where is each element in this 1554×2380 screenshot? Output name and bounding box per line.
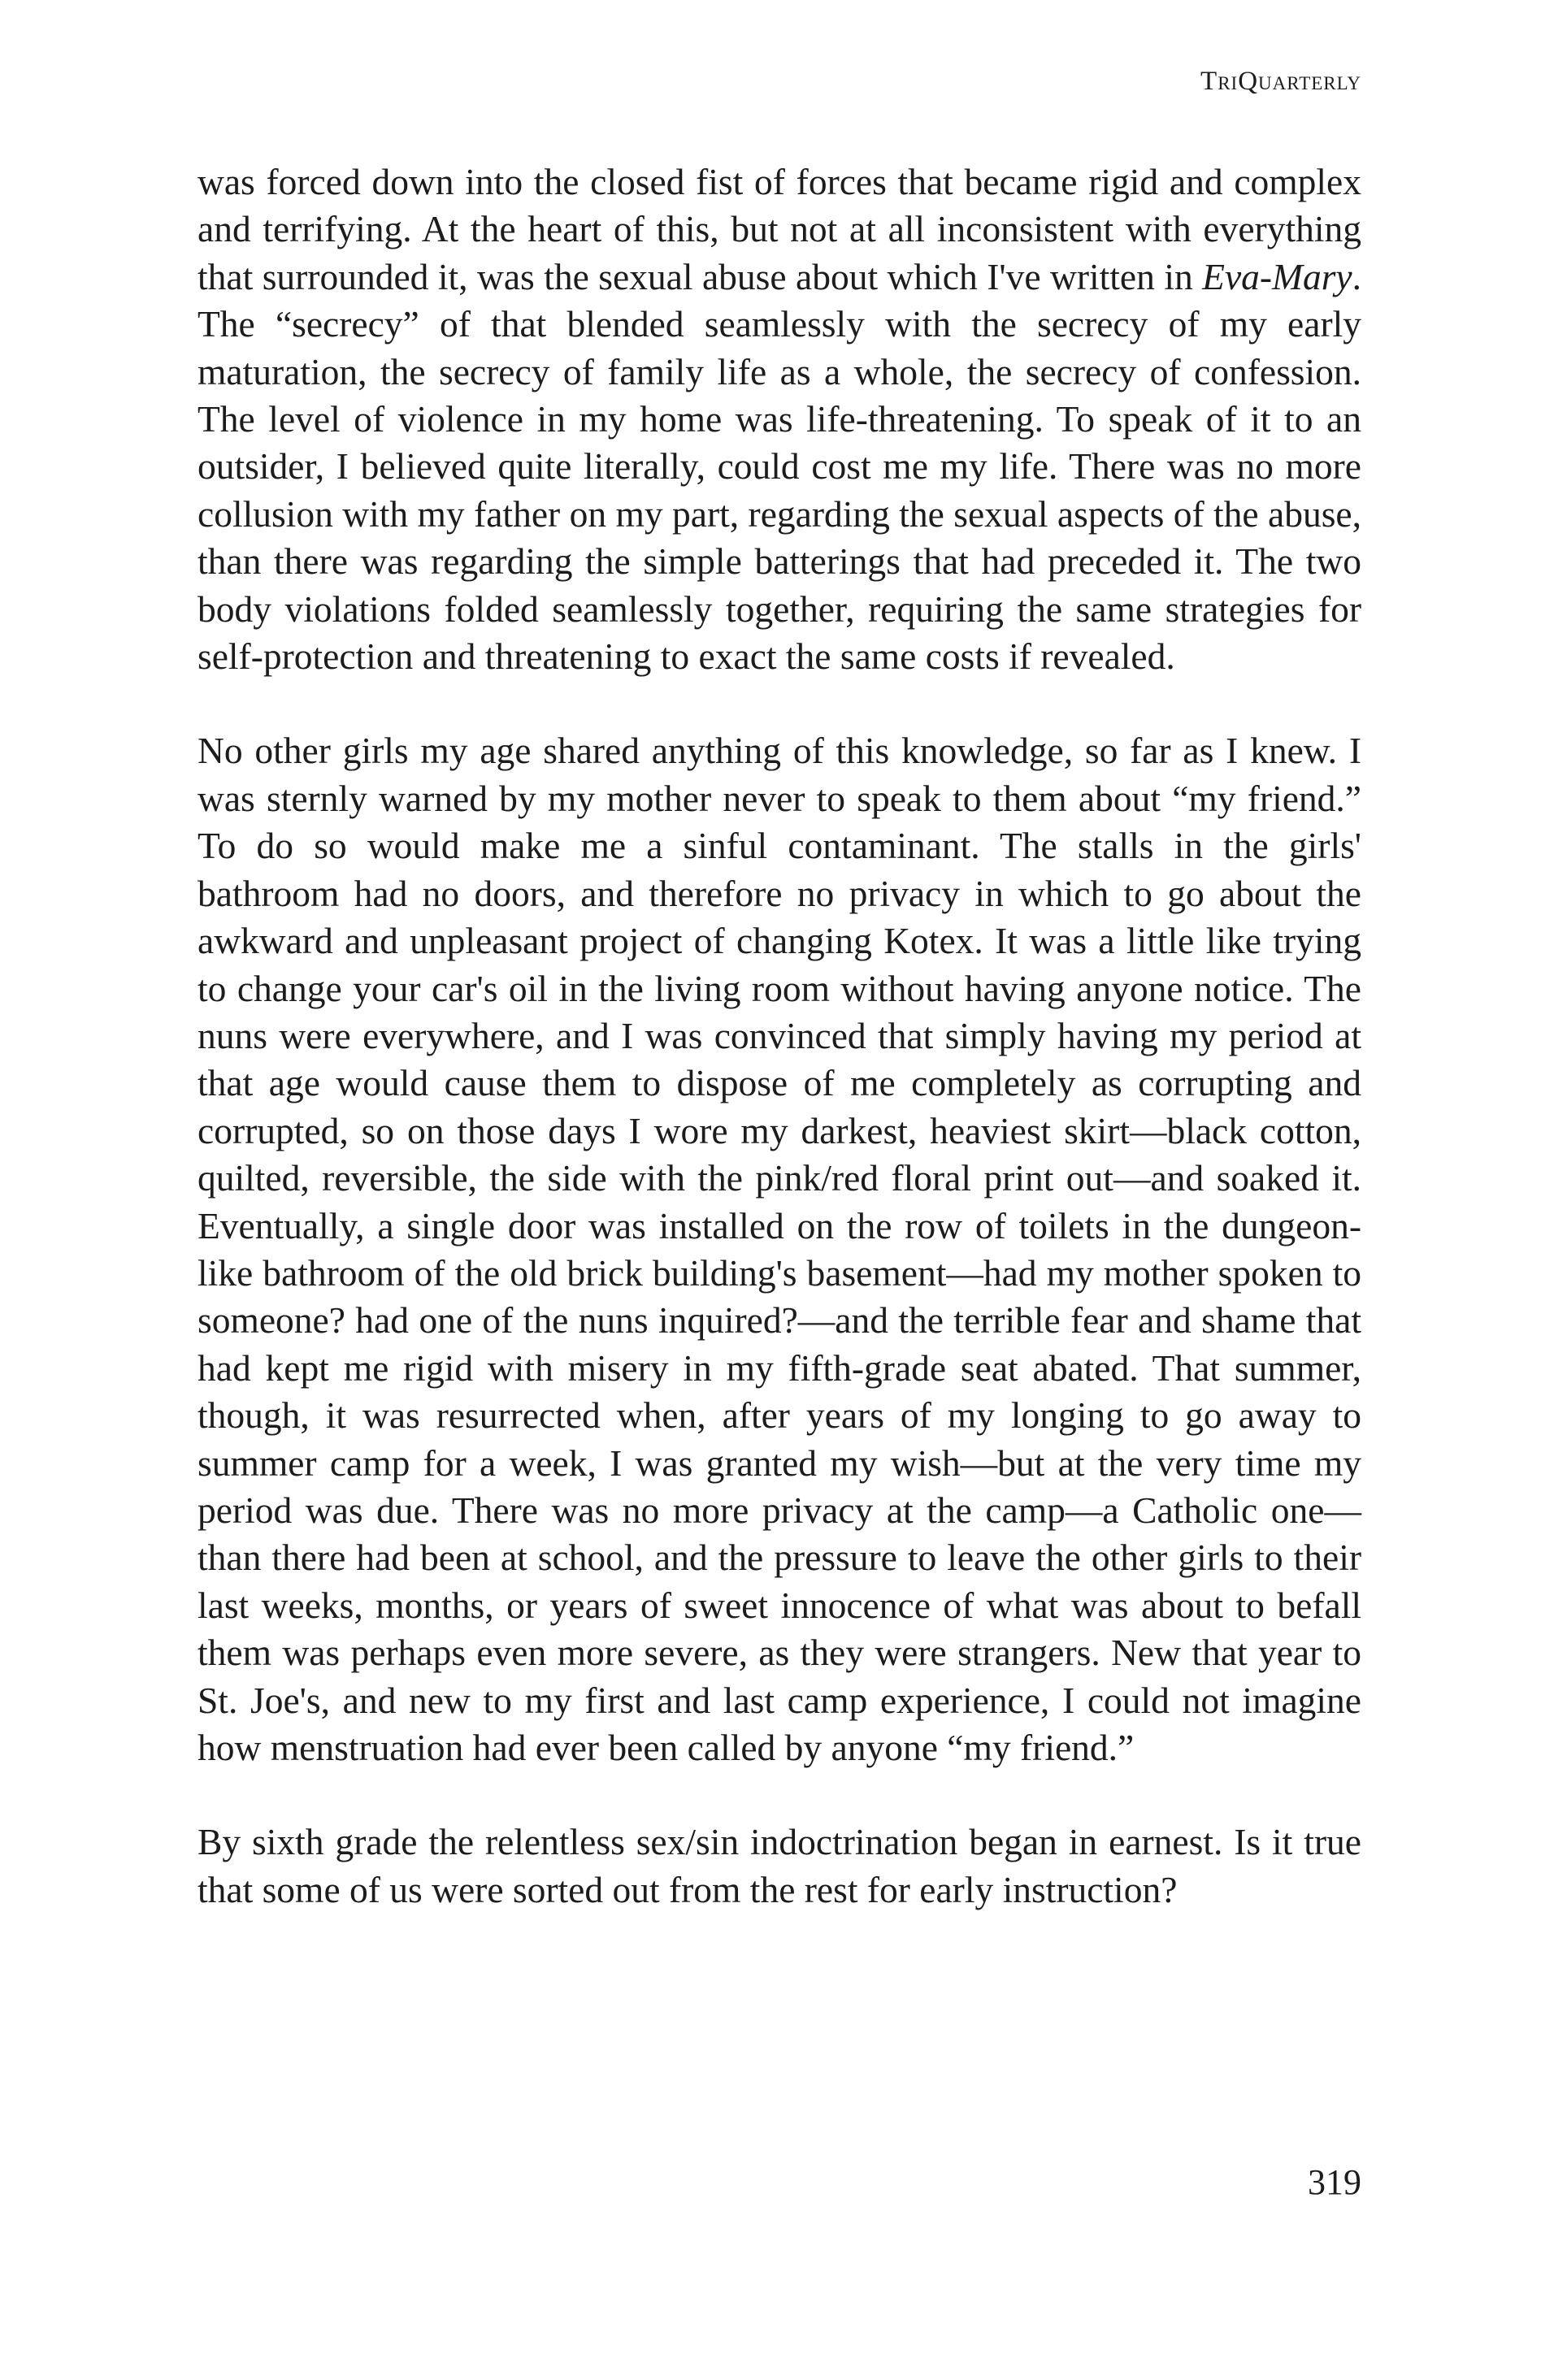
paragraph-3: By sixth grade the relentless sex/sin indoctrination began in earnest. Is it true that some of us were sorted out from the rest for early instruction? — [198, 1821, 1361, 1910]
paragraph-1-text-start: was forced down into the closed fist of forces that became rigid and complex and terrifying. At the heart of this, but not at all inconsistent with everything that surrounded it, was the sexual abuse about which I've written in — [198, 161, 1361, 297]
paragraph-1-text-end: . The “secrecy” of that blended seamlessly with the secrecy of my early maturation, the secrecy of family life as a whole, the secrecy of confession. The level of violence in my home was life-threatening. To speak of it to an outsider, I believed quite literally, could cost me my life. There was no more collusion with my father on my part, regarding the sexual aspects of the abuse, than there was regarding the simple batterings that had preceded it. The two body violations folded seamlessly together, requiring the same strategies for self-protection and threatening to exact the same costs if revealed. — [198, 255, 1361, 678]
body-text — [198, 158, 1361, 1914]
page-number: 319 — [1308, 2162, 1361, 2202]
book-title-italic: Eva-Mary — [1202, 255, 1352, 297]
running-head: TriQuarterly — [1200, 67, 1361, 96]
paragraph-1 — [198, 158, 1361, 680]
paragraph-2: No other girls my age shared anything of this knowledge, so far as I knew. I was sternly warned by my mother never to speak to them about “my friend.” To do so would make me a sinful contaminant. The stalls in the girls' bathroom had no doors, and therefore no privacy in which to go about the awkward and unpleasant project of changing Kotex. It was a little like trying to change your car's oil in the living room without having anyone notice. The nuns were everywhere, and I was convinced that simply having my period at that age would cause them to dispose of me completely as corrupting and corrupted, so on those days I wore my darkest, heaviest skirt—black cotton, quilted, reversible, the side with the pink/red floral print out—and soaked it. Eventually, a single door was installed on the row of toilets in the dungeon-like bathroom of the old brick building's basement—had my mother spoken to someone? had one of the nuns inquired?—and the terrible fear and shame that had kept me rigid with misery in my fifth-grade seat abated. That summer, though, it was resurrected when, after years of my longing to go away to summer camp for a week, I was granted my wish—but at the very time my period was due. There was no more privacy at the camp—a Catholic one—than there had been at school, and the pressure to leave the other girls to their last weeks, months, or years of sweet innocence of what was about to befall them was perhaps even more severe, as they were strangers. New that year to St. Joe's, and new to my first and last camp experience, I could not imagine how menstruation had ever been called by anyone “my friend.” — [198, 730, 1361, 1768]
